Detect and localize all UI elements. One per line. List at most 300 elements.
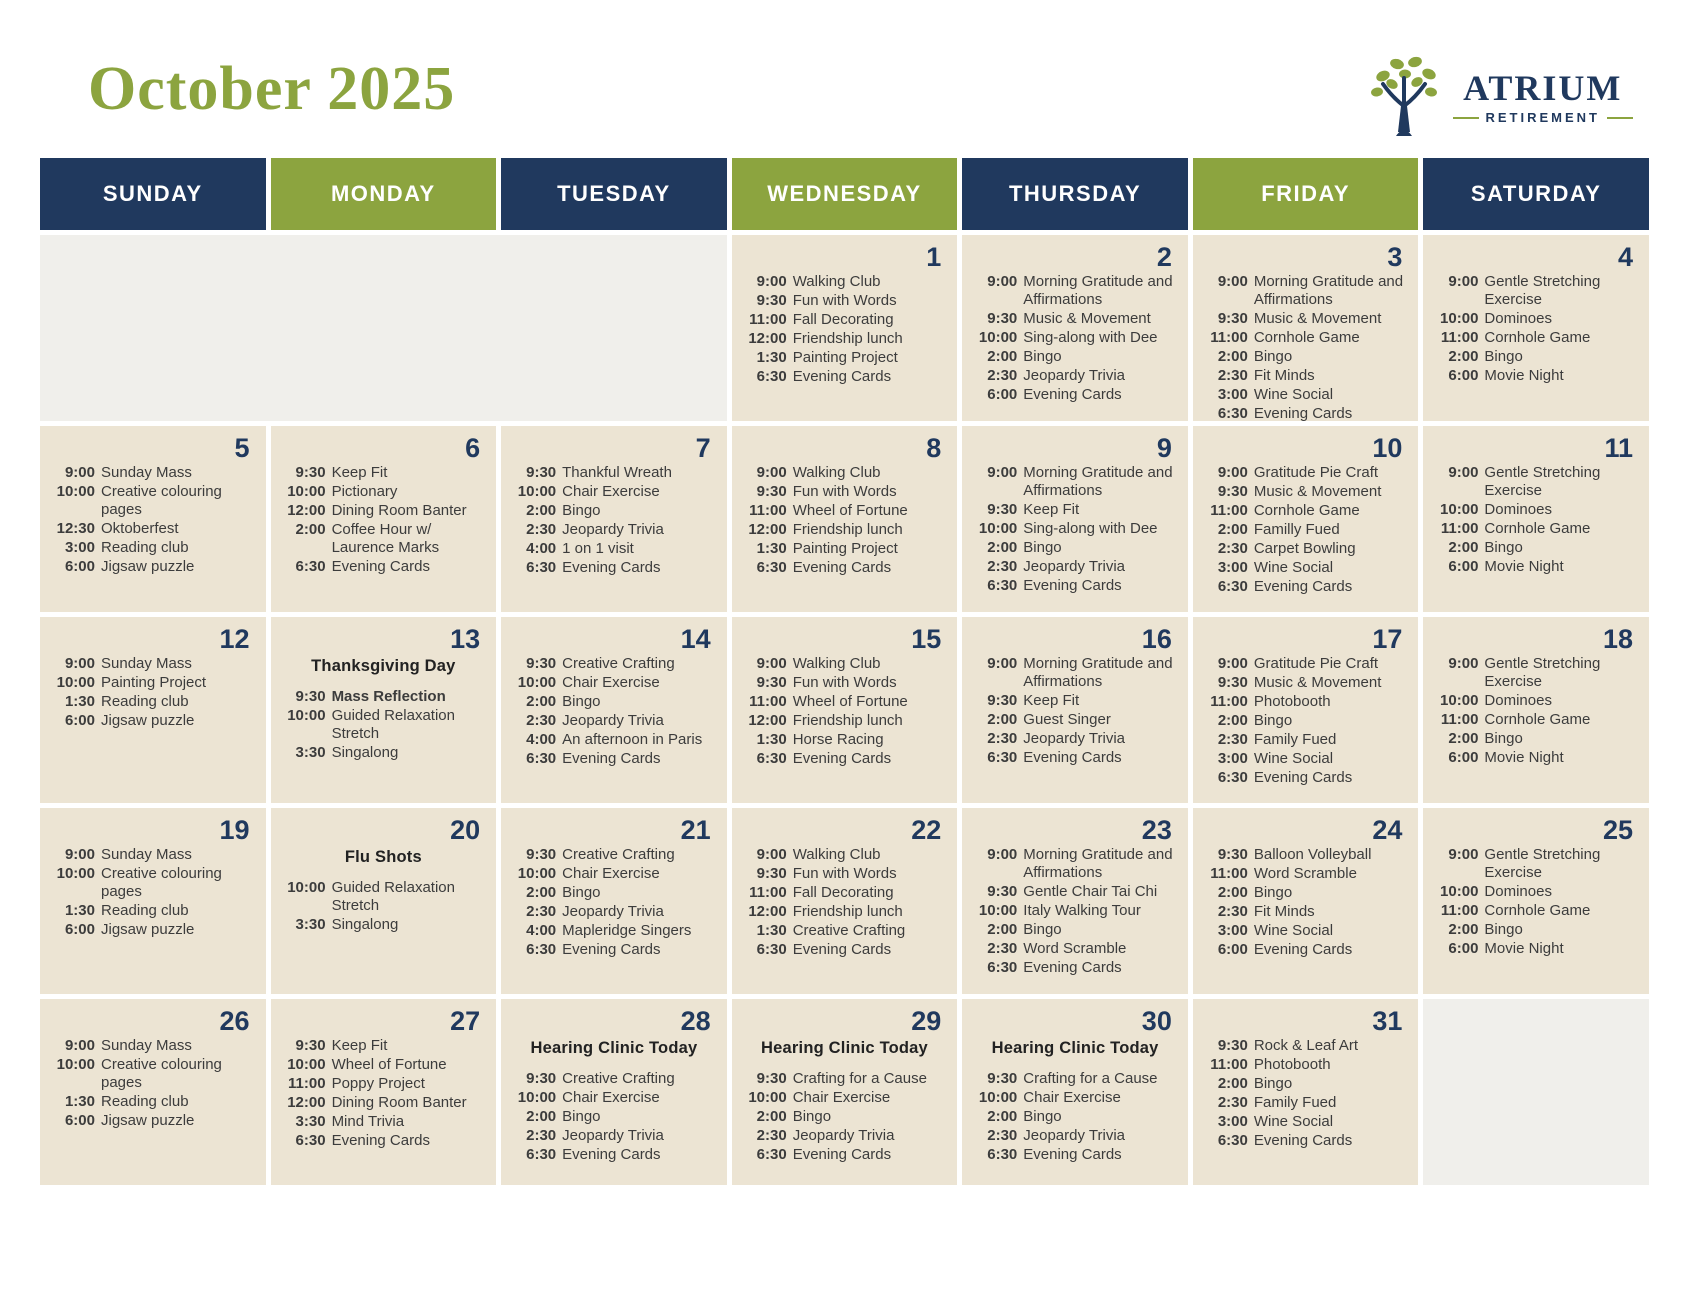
event-row bbox=[1431, 501, 1641, 519]
event-name: Guided Relaxation Stretch bbox=[331, 707, 455, 743]
event-time: 3:00 bbox=[64, 539, 95, 557]
event-row bbox=[509, 731, 719, 749]
event-time: 2:00 bbox=[526, 884, 557, 902]
event-list bbox=[509, 846, 719, 959]
event-time: 9:30 bbox=[756, 865, 787, 883]
event-name: Evening Cards bbox=[792, 750, 892, 768]
event-row bbox=[1431, 749, 1641, 767]
logo-line-right bbox=[1607, 117, 1633, 119]
event-name: Evening Cards bbox=[562, 1146, 661, 1164]
event-name: Bingo bbox=[1484, 539, 1523, 557]
day-cell-9 bbox=[962, 426, 1188, 612]
event-row bbox=[509, 1089, 719, 1107]
event-row bbox=[279, 1056, 489, 1074]
event-time: 2:00 bbox=[987, 539, 1018, 557]
day-cell-11 bbox=[1423, 426, 1649, 612]
event-name: Singalong bbox=[331, 916, 399, 934]
event-row bbox=[740, 1146, 950, 1164]
event-time: 6:30 bbox=[295, 1132, 326, 1150]
event-name: Friendship lunch bbox=[792, 521, 903, 539]
day-number: 16 bbox=[1141, 624, 1172, 654]
event-list bbox=[1201, 846, 1411, 959]
event-row bbox=[1201, 464, 1411, 482]
event-time: 9:30 bbox=[987, 501, 1018, 519]
event-name: Gentle Stretching Exercise bbox=[1484, 846, 1601, 882]
event-time: 9:30 bbox=[526, 1070, 557, 1088]
event-row bbox=[509, 464, 719, 482]
day-cell-15 bbox=[732, 617, 958, 803]
event-row bbox=[279, 502, 489, 520]
event-row bbox=[1201, 674, 1411, 692]
event-name: Jeopardy Trivia bbox=[1023, 367, 1125, 385]
event-name: Reading club bbox=[101, 693, 189, 711]
event-row bbox=[279, 879, 489, 915]
weekday-header-saturday: SATURDAY bbox=[1423, 158, 1649, 230]
event-row bbox=[1201, 502, 1411, 520]
event-row bbox=[740, 922, 950, 940]
event-time: 9:00 bbox=[1448, 464, 1479, 482]
event-name: Evening Cards bbox=[1253, 1132, 1353, 1150]
event-row bbox=[970, 558, 1180, 576]
event-row bbox=[970, 1108, 1180, 1126]
event-name: Morning Gratitude and Affirmations bbox=[1023, 846, 1173, 882]
event-time: 10:00 bbox=[978, 329, 1018, 347]
event-time: 12:00 bbox=[748, 330, 787, 348]
event-row bbox=[1431, 310, 1641, 328]
day-number: 31 bbox=[1372, 1006, 1403, 1036]
event-time: 11:00 bbox=[749, 311, 787, 329]
event-time: 9:30 bbox=[526, 464, 557, 482]
event-time: 2:30 bbox=[987, 367, 1018, 385]
event-time: 2:30 bbox=[1217, 1094, 1248, 1112]
event-row bbox=[1201, 540, 1411, 558]
event-time: 6:30 bbox=[1217, 1132, 1248, 1150]
event-list bbox=[970, 273, 1180, 404]
day-number: 3 bbox=[1387, 242, 1403, 272]
event-row bbox=[970, 883, 1180, 901]
event-row bbox=[279, 483, 489, 501]
day-cell-14 bbox=[501, 617, 727, 803]
event-row bbox=[1201, 769, 1411, 787]
logo-tagline: RETIREMENT bbox=[1485, 110, 1600, 125]
event-row bbox=[1201, 405, 1411, 421]
event-name: Bingo bbox=[1253, 348, 1293, 366]
event-name: Familly Fued bbox=[1253, 521, 1340, 539]
event-list bbox=[1431, 655, 1641, 767]
event-row bbox=[1201, 348, 1411, 366]
event-name: Dominoes bbox=[1484, 692, 1552, 710]
event-time: 2:00 bbox=[1448, 348, 1479, 366]
event-time: 1:30 bbox=[756, 922, 787, 940]
day-cell-24 bbox=[1193, 808, 1419, 994]
day-cell-8 bbox=[732, 426, 958, 612]
event-time: 11:00 bbox=[749, 502, 787, 520]
day-cell-4 bbox=[1423, 235, 1649, 421]
event-name: Creative Crafting bbox=[562, 1070, 675, 1088]
event-list bbox=[740, 1070, 950, 1164]
event-name: Jigsaw puzzle bbox=[101, 558, 195, 576]
event-name: Sunday Mass bbox=[101, 846, 192, 864]
event-row bbox=[509, 1127, 719, 1145]
event-time: 2:30 bbox=[1217, 731, 1248, 749]
event-time: 10:00 bbox=[56, 865, 95, 883]
event-time: 2:00 bbox=[987, 1108, 1018, 1126]
event-time: 10:00 bbox=[287, 1056, 326, 1074]
event-time: 3:00 bbox=[1217, 386, 1248, 404]
event-row bbox=[970, 348, 1180, 366]
event-name: Chair Exercise bbox=[1023, 1089, 1121, 1107]
event-row bbox=[509, 540, 719, 558]
event-name: Evening Cards bbox=[1023, 386, 1122, 404]
event-name: Bingo bbox=[1484, 730, 1523, 748]
event-row bbox=[970, 310, 1180, 328]
event-list bbox=[970, 1070, 1180, 1164]
day-number: 6 bbox=[465, 433, 481, 463]
event-time: 2:00 bbox=[526, 1108, 557, 1126]
event-row bbox=[1201, 1132, 1411, 1150]
event-name: Gratitude Pie Craft bbox=[1253, 655, 1379, 673]
event-time: 9:00 bbox=[987, 464, 1018, 482]
event-name: Word Scramble bbox=[1023, 940, 1127, 958]
day-number: 14 bbox=[680, 624, 711, 654]
event-time: 6:30 bbox=[756, 941, 787, 959]
event-name: Mapleridge Singers bbox=[562, 922, 692, 940]
event-name: Cornhole Game bbox=[1484, 520, 1591, 538]
event-row bbox=[509, 1146, 719, 1164]
event-name: Bingo bbox=[562, 693, 601, 711]
event-name: Creative colouring pages bbox=[101, 1056, 222, 1092]
event-row bbox=[740, 712, 950, 730]
event-time: 9:00 bbox=[756, 655, 787, 673]
day-number: 25 bbox=[1602, 815, 1633, 845]
event-name: Gentle Chair Tai Chi bbox=[1023, 883, 1158, 901]
event-row bbox=[970, 367, 1180, 385]
event-time: 2:30 bbox=[987, 730, 1018, 748]
event-time: 6:30 bbox=[526, 1146, 557, 1164]
event-name: Painting Project bbox=[792, 540, 898, 558]
event-list bbox=[740, 846, 950, 959]
event-name: Reading club bbox=[101, 539, 189, 557]
day-cell-20 bbox=[271, 808, 497, 994]
event-name: Chair Exercise bbox=[562, 483, 660, 501]
event-name: Balloon Volleyball bbox=[1253, 846, 1372, 864]
event-name: Reading club bbox=[101, 1093, 189, 1111]
event-row bbox=[1431, 730, 1641, 748]
day-banner: Flu Shots bbox=[344, 848, 422, 867]
event-time: 9:00 bbox=[1448, 655, 1479, 673]
event-row bbox=[509, 865, 719, 883]
day-cell-3 bbox=[1193, 235, 1419, 421]
event-time: 2:30 bbox=[1217, 540, 1248, 558]
event-row bbox=[279, 521, 489, 557]
event-row bbox=[48, 846, 258, 864]
event-time: 10:00 bbox=[978, 902, 1018, 920]
event-time: 1:30 bbox=[64, 902, 95, 920]
event-time: 6:30 bbox=[756, 559, 787, 577]
event-row bbox=[970, 273, 1180, 309]
event-name: Morning Gratitude and Affirmations bbox=[1023, 655, 1173, 691]
event-name: Jeopardy Trivia bbox=[562, 521, 664, 539]
event-row bbox=[740, 1108, 950, 1126]
event-row bbox=[1201, 521, 1411, 539]
event-name: Evening Cards bbox=[1253, 578, 1353, 596]
event-time: 10:00 bbox=[517, 483, 557, 501]
event-name: Evening Cards bbox=[792, 368, 892, 386]
event-name: Evening Cards bbox=[792, 1146, 892, 1164]
event-row bbox=[740, 330, 950, 348]
weekday-header-friday: FRIDAY bbox=[1193, 158, 1419, 230]
event-row bbox=[1431, 655, 1641, 691]
event-list bbox=[970, 655, 1180, 767]
event-time: 9:30 bbox=[1217, 483, 1248, 501]
event-name: Dining Room Banter bbox=[331, 502, 467, 520]
event-time: 11:00 bbox=[1440, 329, 1479, 347]
event-name: Sing-along with Dee bbox=[1023, 520, 1158, 538]
event-row bbox=[509, 674, 719, 692]
event-row bbox=[970, 520, 1180, 538]
event-row bbox=[1201, 273, 1411, 309]
event-name: Evening Cards bbox=[1023, 959, 1122, 977]
event-row bbox=[509, 846, 719, 864]
event-row bbox=[1201, 329, 1411, 347]
event-row bbox=[740, 273, 950, 291]
day-cell-12 bbox=[40, 617, 266, 803]
event-name: Movie Night bbox=[1484, 558, 1564, 576]
event-row bbox=[970, 921, 1180, 939]
event-name: Creative colouring pages bbox=[101, 483, 222, 519]
event-name: Sunday Mass bbox=[101, 655, 192, 673]
event-row bbox=[1431, 367, 1641, 385]
event-time: 11:00 bbox=[1440, 902, 1479, 920]
event-row bbox=[279, 1037, 489, 1055]
event-name: Word Scramble bbox=[1253, 865, 1357, 883]
event-name: Creative Crafting bbox=[562, 846, 675, 864]
event-name: Jeopardy Trivia bbox=[562, 1127, 664, 1145]
event-time: 10:00 bbox=[56, 483, 95, 501]
event-row bbox=[1201, 750, 1411, 768]
event-name: Fall Decorating bbox=[792, 311, 894, 329]
event-time: 11:00 bbox=[749, 693, 787, 711]
day-cell-21 bbox=[501, 808, 727, 994]
event-row bbox=[48, 712, 258, 730]
event-time: 2:00 bbox=[526, 502, 557, 520]
event-name: Cornhole Game bbox=[1253, 502, 1360, 520]
event-name: Evening Cards bbox=[331, 558, 430, 576]
event-name: Oktoberfest bbox=[101, 520, 179, 538]
event-time: 1:30 bbox=[756, 540, 787, 558]
event-name: Cornhole Game bbox=[1253, 329, 1360, 347]
event-name: An afternoon in Paris bbox=[562, 731, 703, 749]
day-number: 7 bbox=[695, 433, 711, 463]
event-time: 9:00 bbox=[987, 273, 1018, 291]
day-banner: Hearing Clinic Today bbox=[530, 1039, 698, 1058]
event-row bbox=[509, 903, 719, 921]
event-time: 4:00 bbox=[526, 540, 557, 558]
event-name: Bingo bbox=[792, 1108, 832, 1126]
event-time: 9:30 bbox=[987, 310, 1018, 328]
event-row bbox=[1201, 1075, 1411, 1093]
event-time: 4:00 bbox=[526, 731, 557, 749]
event-time: 9:00 bbox=[64, 655, 95, 673]
event-row bbox=[740, 349, 950, 367]
event-name: Evening Cards bbox=[792, 941, 892, 959]
event-row bbox=[740, 941, 950, 959]
event-row bbox=[279, 558, 489, 576]
event-row bbox=[1201, 712, 1411, 730]
event-row bbox=[1431, 902, 1641, 920]
event-time: 1:30 bbox=[756, 731, 787, 749]
event-row bbox=[740, 311, 950, 329]
event-time: 9:00 bbox=[1217, 273, 1248, 291]
event-row bbox=[509, 712, 719, 730]
event-name: Rock & Leaf Art bbox=[1253, 1037, 1359, 1055]
event-name: Music & Movement bbox=[1023, 310, 1151, 328]
event-row bbox=[1201, 903, 1411, 921]
event-time: 2:00 bbox=[1217, 1075, 1248, 1093]
event-time: 9:30 bbox=[526, 846, 557, 864]
event-time: 2:00 bbox=[1448, 730, 1479, 748]
event-row bbox=[509, 750, 719, 768]
event-name: Creative Crafting bbox=[792, 922, 906, 940]
event-name: Poppy Project bbox=[331, 1075, 425, 1093]
event-name: Painting Project bbox=[792, 349, 898, 367]
event-time: 12:00 bbox=[287, 502, 326, 520]
logo-tagline-row bbox=[1453, 110, 1634, 125]
event-row bbox=[279, 1094, 489, 1112]
event-name: Family Fued bbox=[1253, 731, 1337, 749]
event-name: Fit Minds bbox=[1253, 367, 1315, 385]
event-list bbox=[509, 1070, 719, 1164]
event-time: 12:00 bbox=[748, 521, 787, 539]
event-time: 2:00 bbox=[526, 693, 557, 711]
event-name: Wine Social bbox=[1253, 559, 1334, 577]
event-row bbox=[1431, 558, 1641, 576]
event-row bbox=[1201, 1037, 1411, 1055]
event-list bbox=[1201, 655, 1411, 787]
event-row bbox=[740, 1089, 950, 1107]
event-time: 10:00 bbox=[1440, 883, 1479, 901]
event-name: Fun with Words bbox=[792, 292, 897, 310]
event-name: Bingo bbox=[1023, 1108, 1062, 1126]
event-time: 9:30 bbox=[1217, 1037, 1248, 1055]
event-list bbox=[1201, 1037, 1411, 1150]
event-name: Gentle Stretching Exercise bbox=[1484, 464, 1601, 500]
day-number: 11 bbox=[1604, 433, 1633, 463]
event-name: Italy Walking Tour bbox=[1023, 902, 1141, 920]
day-number: 5 bbox=[234, 433, 250, 463]
day-number: 13 bbox=[450, 624, 481, 654]
day-cell-1 bbox=[732, 235, 958, 421]
day-number: 23 bbox=[1141, 815, 1172, 845]
event-row bbox=[279, 916, 489, 934]
event-time: 10:00 bbox=[517, 865, 557, 883]
event-row bbox=[48, 674, 258, 692]
event-row bbox=[1201, 1094, 1411, 1112]
event-row bbox=[970, 577, 1180, 595]
event-row bbox=[1201, 655, 1411, 673]
event-name: Chair Exercise bbox=[792, 1089, 891, 1107]
event-name: Movie Night bbox=[1484, 367, 1564, 385]
event-row bbox=[279, 688, 489, 706]
event-name: Coffee Hour w/ Laurence Marks bbox=[331, 521, 440, 557]
day-cell-31 bbox=[1193, 999, 1419, 1185]
event-list bbox=[970, 464, 1180, 595]
event-row bbox=[970, 1127, 1180, 1145]
event-time: 9:30 bbox=[987, 1070, 1018, 1088]
event-time: 10:00 bbox=[287, 483, 326, 501]
event-time: 9:30 bbox=[756, 292, 787, 310]
event-time: 3:00 bbox=[1217, 750, 1248, 768]
event-time: 6:00 bbox=[1448, 749, 1479, 767]
event-time: 6:30 bbox=[1217, 405, 1248, 421]
event-time: 6:00 bbox=[987, 386, 1018, 404]
event-name: Dining Room Banter bbox=[331, 1094, 467, 1112]
event-row bbox=[970, 1146, 1180, 1164]
day-cell-16 bbox=[962, 617, 1188, 803]
event-row bbox=[48, 1056, 258, 1092]
day-cell-30 bbox=[962, 999, 1188, 1185]
event-name: Bingo bbox=[562, 502, 601, 520]
event-name: Jigsaw puzzle bbox=[101, 1112, 195, 1130]
logo-text bbox=[1453, 70, 1634, 125]
event-row bbox=[1201, 922, 1411, 940]
event-row bbox=[279, 464, 489, 482]
event-name: Horse Racing bbox=[792, 731, 884, 749]
event-row bbox=[48, 1093, 258, 1111]
logo-name: ATRIUM bbox=[1463, 68, 1623, 108]
event-row bbox=[1431, 348, 1641, 366]
event-row bbox=[1201, 846, 1411, 864]
event-name: Family Fued bbox=[1253, 1094, 1337, 1112]
event-time: 6:30 bbox=[987, 577, 1018, 595]
event-time: 1:30 bbox=[756, 349, 787, 367]
event-name: Wine Social bbox=[1253, 1113, 1334, 1131]
event-time: 9:30 bbox=[1217, 674, 1248, 692]
event-row bbox=[48, 539, 258, 557]
day-number: 22 bbox=[911, 815, 942, 845]
event-name: Music & Movement bbox=[1253, 483, 1382, 501]
event-time: 10:00 bbox=[1440, 310, 1479, 328]
event-name: Walking Club bbox=[792, 273, 881, 291]
event-time: 6:30 bbox=[987, 1146, 1018, 1164]
event-time: 1:30 bbox=[64, 693, 95, 711]
event-name: Chair Exercise bbox=[562, 1089, 660, 1107]
day-cell-26 bbox=[40, 999, 266, 1185]
event-list bbox=[279, 879, 489, 934]
event-list bbox=[48, 1037, 258, 1130]
event-name: Chair Exercise bbox=[562, 865, 660, 883]
day-number: 17 bbox=[1372, 624, 1403, 654]
event-time: 2:00 bbox=[1217, 712, 1248, 730]
event-time: 6:30 bbox=[526, 750, 557, 768]
event-time: 9:30 bbox=[526, 655, 557, 673]
event-row bbox=[970, 846, 1180, 882]
event-name: Music & Movement bbox=[1253, 310, 1382, 328]
event-row bbox=[740, 292, 950, 310]
event-name: Evening Cards bbox=[562, 559, 661, 577]
event-time: 10:00 bbox=[517, 674, 557, 692]
atrium-logo bbox=[1365, 54, 1634, 141]
event-name: Gentle Stretching Exercise bbox=[1484, 273, 1601, 309]
event-row bbox=[740, 368, 950, 386]
event-row bbox=[740, 731, 950, 749]
event-time: 2:30 bbox=[987, 1127, 1018, 1145]
event-row bbox=[740, 750, 950, 768]
event-name: Jeopardy Trivia bbox=[562, 712, 664, 730]
event-list bbox=[279, 688, 489, 762]
event-name: Jeopardy Trivia bbox=[562, 903, 664, 921]
day-cell-7 bbox=[501, 426, 727, 612]
